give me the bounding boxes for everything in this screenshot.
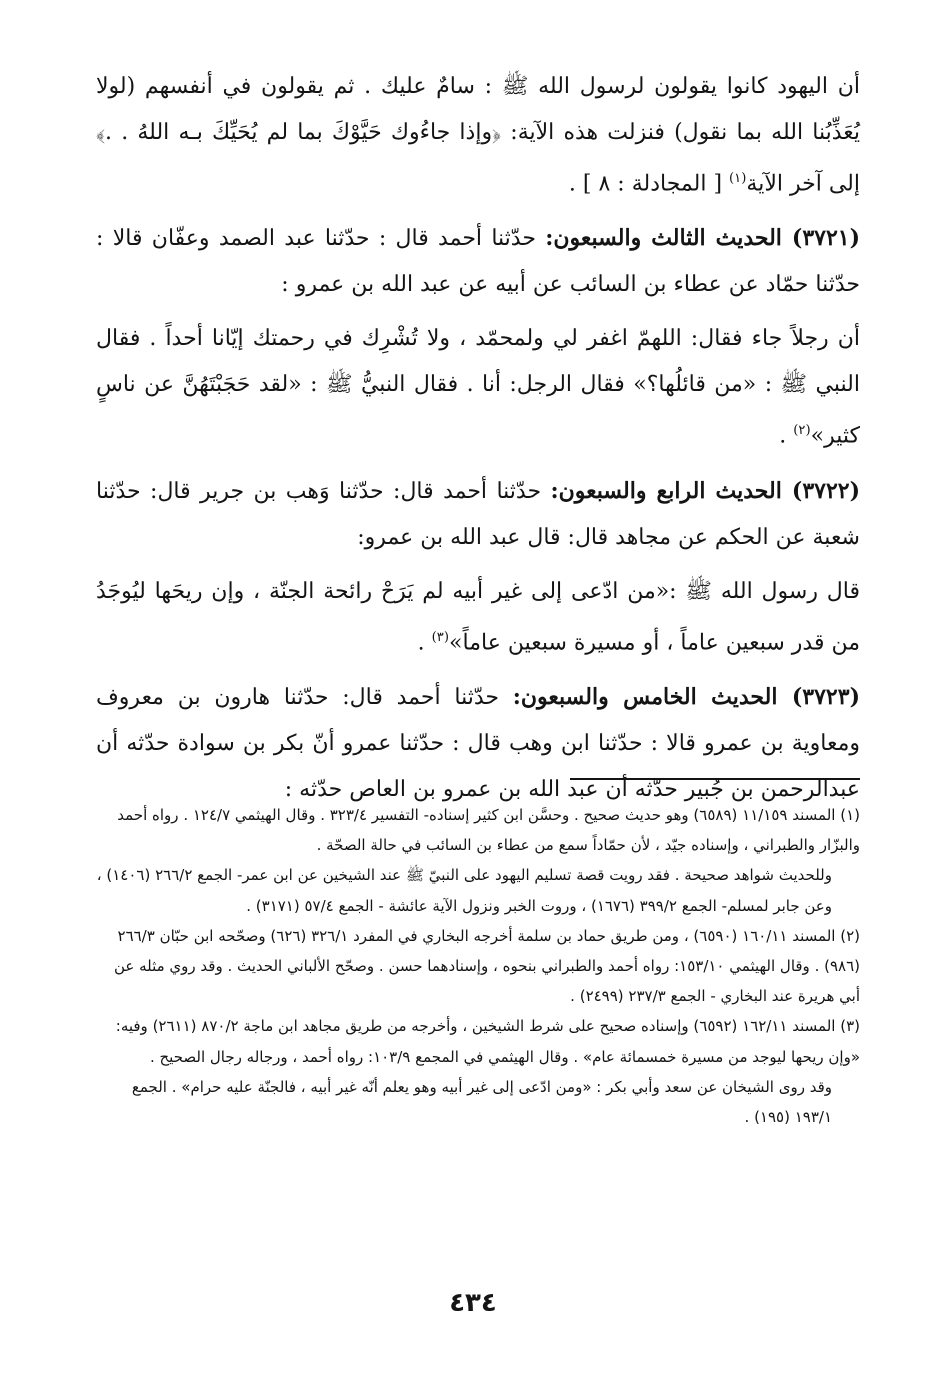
hadith-heading: (٣٧٢٣) الحديث الخامس والسبعون: [512,683,860,710]
footnote-ref-2: (٢) [793,423,811,439]
paragraph-3: قال رسول الله ﷺ :«من ادّعى إلى غير أبيه لم يَرَحْ رائحة الجنّة ، وإن ريحَها ليُوجَدُ من قدر سبعين عاماً ، أو مسيرة سبعين عاماً»$^{(٣)}$ . [96,578,860,655]
footnotes [96,800,860,1132]
paragraph-1: أن اليهود كانوا يقولون لرسول الله ﷺ : سامٌ عليك . ثم يقولون في أنفسهم (لولا يُعَذِّبُنا الله بما نقول) فنزلت هذه الآية: ﴿وإذا جاءُوك حَيَّوْكَ بما لم يُحَيِّكَ بـه اللهُ . .﴾ إلى آخر الآية$^{(١)}$ [ المجادلة : ٨ ] . [96,74,860,197]
main-text [96,64,860,813]
hadith-heading: (٣٧٢٢) الحديث الرابع والسبعون: [550,477,860,504]
hadith-3721: (٣٧٢١) الحديث الثالث والسبعون: حدّثنا أحمد قال : حدّثنا عبد الصمد وعفّان قالا : حدّثنا حمّاد عن عطاء بن السائب عن أبيه عن عبد الله بن عمرو : [96,225,860,298]
page-number: ٤٣٤ [449,1288,497,1318]
paragraph-2: أن رجلاً جاء فقال: اللهمّ اغفر لي ولمحمّد ، ولا تُشْرِك في رحمتك إيّانا أحداً . فقال النبي ﷺ : «من قائلُها؟» فقال الرجل: أنا . فقال النبيُّ ﷺ : «لقد حَجَبْتَهُنَّ عن ناسٍ كثير»$^{(٢)}$ . [96,326,860,449]
hadith-heading: (٣٧٢١) الحديث الثالث والسبعون: [545,225,860,252]
footnote-3-continued: وقد روى الشيخان عن سعد وأبي بكر : «ومن ادّعى إلى غير أبيه وهو يعلم أنّه غير أبيه ، فالجنّة عليه حرام» . الجمع ١٩٣/١ (١٩٥) . [131,1077,832,1127]
footnote-ref-3: (٣) [431,629,450,645]
footnote-divider [570,778,860,780]
hadith-3723: (٣٧٢٣) الحديث الخامس والسبعون: حدّثنا أحمد قال: حدّثنا هارون بن معروف ومعاوية بن عمرو قالا : حدّثنا ابن وهب قال : حدّثنا عمرو أنّ بكر بن سوادة حدّثه أن عبدالرحمن بن جُبير حدّثه أن عبد الله بن عمرو بن العاص حدّثه : [96,683,860,802]
footnote-ref-1: (١) [729,171,747,186]
footnote-3: (٣) المسند ١٦٢/١١ (٦٥٩٢) وإسناده صحيح على شرط الشيخين ، وأخرجه من طريق مجاهد ابن ماجة ٨٧٠/٢ (٢٦١١) وفيه: «وإن ريحها ليوجد من مسيرة خمسمائة عام» . وقال الهيثمي في المجمع ١٠٣/٩: رواه أحمد ، ورجاله رجال الصحيح . [115,1017,860,1066]
footnote-2: (٢) المسند ١٦٠/١١ (٦٥٩٠) ، ومن طريق حماد بن سلمة أخرجه البخاري في المفرد ٣٢٦/١ (٦٢٦) وصحّحه ابن حبّان ٢٦٦/٣ (٩٨٦) . وقال الهيثمي ١٥٣/١٠: رواه أحمد والطبراني بنحوه ، وإسنادهما حسن . وصحّح الألباني الحديث . وقد روي مثله عن أبي هريرة عند البخاري - الجمع ٢٣٧/٣ (٢٤٩٩) . [113,926,860,1006]
footnote-1-continued: وللحديث شواهد صحيحة . فقد رويت قصة تسليم اليهود على النبيّ ﷺ عند الشيخين عن ابن عمر- الجمع ٢٦٦/٢ (١٤٠٦) ، وعن جابر لمسلم- الجمع ٣٩٩/٢ (١٦٧٦) ، وروت الخبر ونزول الآية عائشة - الجمع ٥٧/٤ (٣١٧١) . [96,866,832,915]
hadith-3722: (٣٧٢٢) الحديث الرابع والسبعون: حدّثنا أحمد قال: حدّثنا وَهب بن جرير قال: حدّثنا شعبة عن الحكم عن مجاهد قال: قال عبد الله بن عمرو: [96,477,860,550]
footnote-1: (١) المسند ١١/١٥٩ (٦٥٨٩) وهو حديث صحيح . وحسَّن ابن كثير إسناده- التفسير ٣٢٣/٤ . وقال الهيثمي ١٢٤/٧ . رواه أحمد والبزّار والطبراني ، وإسناده جيّد ، لأن حمّاداً سمع من عطاء بن السائب في حالة الصحّة . [117,806,860,855]
